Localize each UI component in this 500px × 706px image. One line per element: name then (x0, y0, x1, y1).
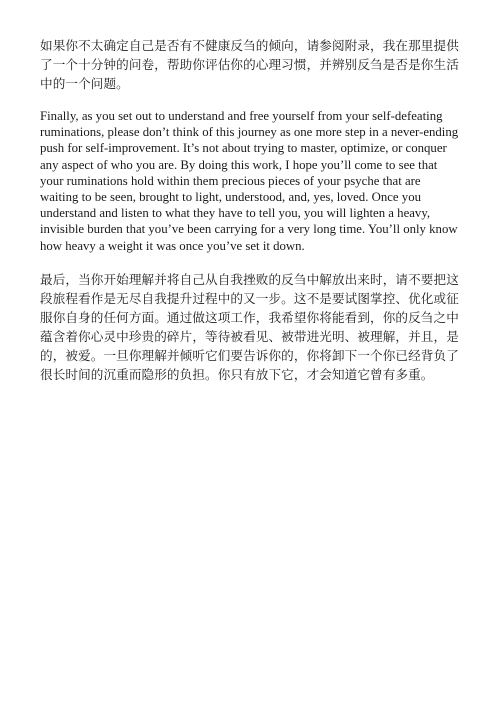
paragraph-chinese-appendix-note: 如果你不太确定自己是否有不健康反刍的倾向，请参阅附录，我在那里提供了一个十分钟的问卷，帮助你评估你的心理习惯，并辨别反刍是否是你生活中的一个问题。 (40, 38, 459, 91)
paragraph-chinese-final: 最后，当你开始理解并将自己从自我挫败的反刍中解放出来时，请不要把这段旅程看作是无尽自我提升过程中的又一步。这不是要试图掌控、优化或征服你自身的任何方面。通过做这项工作，我希望你将能看到，你的反刍之中蕴含着你心灵中珍贵的碎片，等待被看见、被带进光明、被理解，并且，是的，被爱。一旦你理解并倾听它们要告诉你的，你将卸下一个你已经背负了很长时间的沉重而隐形的负担。你只有放下它，才会知道它曾有多重。 (40, 271, 459, 382)
paragraph-english-final: Finally, as you set out to understand and free yourself from your self-defeating ruminations, please don’t think of this journey as one more step in a never-ending push for self-improvement. It’s not about trying to master, optimize, or conquer any aspect of who you are. By doing this work, I hope you’ll come to see that your ruminations hold within them precious pieces of your psyche that are waiting to be seen, brought to light, understood, and, yes, loved. Once you understand and listen to what they have to tell you, you will lighten a heavy, invisible burden that you’ve been carrying for a very long time. You’ll only know how heavy a weight it was once you’ve set it down. (40, 109, 459, 253)
